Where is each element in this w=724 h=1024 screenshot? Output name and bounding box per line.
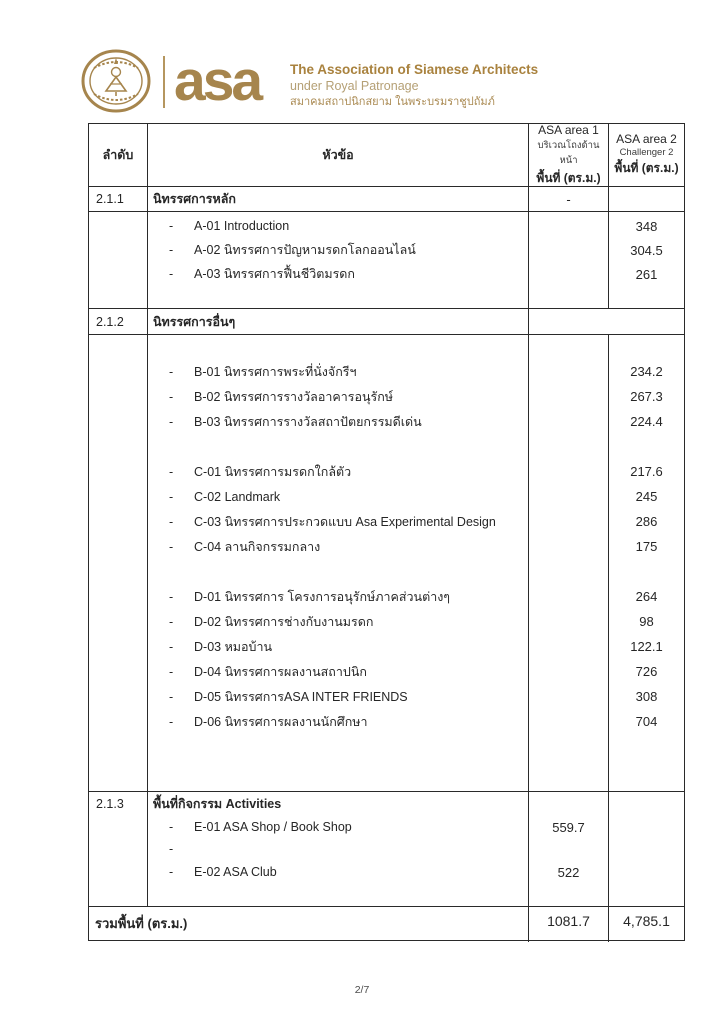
area-value: 234.2 [630, 364, 663, 379]
bullet-dash: - [169, 614, 174, 629]
exhibit-item-label: D-01 นิทรรศการ โครงการอนุรักษ์ภาคส่วนต่างๆ [194, 589, 451, 604]
block-213-activities [89, 791, 684, 906]
section-number: 2.1.1 [89, 187, 148, 211]
exhibit-item-label: A-03 นิทรรศการฟื้นชีวิตมรดก [194, 267, 355, 281]
section-title: นิทรรศการอื่นๆ [148, 309, 529, 334]
exhibit-item-label: B-03 นิทรรศการรางวัลสถาปัตยกรรมดีเด่น [194, 414, 422, 429]
exhibit-item-row [148, 684, 528, 709]
bullet-dash: - [169, 364, 174, 379]
bullet-dash: - [169, 489, 174, 504]
bullet-dash: - [169, 820, 174, 834]
exhibit-item-row [148, 359, 528, 384]
section-title: นิทรรศการหลัก [148, 187, 529, 211]
area-value: 122.1 [630, 639, 663, 654]
bullet-dash: - [169, 865, 174, 879]
area-value: 224.4 [630, 414, 663, 429]
area-value [529, 838, 608, 860]
bullet-dash: - [169, 639, 174, 654]
area2-list [609, 792, 684, 906]
spacer-line [148, 434, 528, 459]
area-summary-table [88, 123, 685, 941]
area-value: 304.5 [630, 242, 663, 258]
area-value: 726 [635, 664, 658, 679]
exhibit-item-row [148, 484, 528, 509]
total-area1: 1081.7 [529, 907, 609, 942]
area2-list [609, 335, 684, 791]
area-value: 522 [557, 864, 580, 880]
area-value: 175 [635, 539, 658, 554]
area-value: 261 [635, 266, 658, 282]
exhibit-item-label: C-03 นิทรรศการประกวดแบบ Asa Experimental Design [194, 514, 496, 529]
area-value: 264 [635, 589, 658, 604]
exhibit-item-label: C-02 Landmark [194, 489, 281, 504]
exhibit-item-row [148, 816, 528, 838]
total-row [89, 906, 684, 942]
topic-list [148, 212, 529, 308]
area-value: 267.3 [630, 389, 663, 404]
bullet-dash: - [169, 842, 174, 856]
area-value [609, 434, 684, 459]
area2-list [609, 212, 684, 308]
total-area2: 4,785.1 [623, 913, 670, 929]
block-a-items [89, 211, 684, 308]
exhibit-item-row [148, 534, 528, 559]
page-number: 2/7 [354, 984, 370, 996]
spacer-line [148, 335, 528, 359]
org-name-th: สมาคมสถาปนิกสยาม ในพระบรมราชูปถัมภ์ [290, 95, 495, 108]
exhibit-item-label: D-05 นิทรรศการASA INTER FRIENDS [194, 689, 408, 704]
exhibit-item-row [148, 659, 528, 684]
org-name-en: The Association of Siamese Architects [290, 62, 539, 77]
no-cell-empty [89, 335, 148, 791]
section-title: พื้นที่กิจกรรม Activities [153, 797, 282, 811]
exhibit-item-label: D-04 นิทรรศการผลงานสถาปนิก [194, 664, 367, 679]
header-col-area1: ASA area 1 บริเวณโถงด้านหน้า พื้นที่ (ตร.ม.) [529, 124, 609, 186]
bullet-dash: - [169, 243, 174, 257]
table-header-row [89, 124, 684, 186]
bullet-dash: - [169, 664, 174, 679]
bullet-dash: - [169, 464, 174, 479]
exhibit-item-row [148, 509, 528, 534]
section-number: 2.1.2 [89, 309, 148, 334]
area1-list [529, 792, 609, 906]
org-text-block [290, 62, 538, 109]
section-number: 2.1.3 [89, 792, 148, 906]
exhibit-item-row [148, 409, 528, 434]
area-value [609, 559, 684, 584]
exhibit-item-row [148, 634, 528, 659]
exhibit-item-label: C-01 นิทรรศการมรดกใกล้ตัว [194, 464, 352, 479]
exhibit-item-label: A-02 นิทรรศการปัญหามรดกโลกออนไลน์ [194, 243, 416, 257]
exhibit-item-row [148, 459, 528, 484]
bullet-dash: - [169, 219, 174, 233]
bullet-dash: - [169, 689, 174, 704]
topic-list [148, 335, 529, 791]
exhibit-item-label: E-02 ASA Club [194, 865, 277, 879]
header-col-no: ลำดับ [89, 124, 148, 186]
brand-divider [163, 56, 165, 108]
exhibit-item-row [148, 709, 528, 734]
exhibit-item-row [148, 860, 528, 884]
exhibit-item-label: E-01 ASA Shop / Book Shop [194, 820, 352, 834]
bullet-dash: - [169, 267, 174, 281]
exhibit-item-label: A-01 Introduction [194, 219, 290, 233]
no-cell-empty [89, 212, 148, 308]
header-col-topic: หัวข้อ [148, 124, 529, 186]
area1-value: - [529, 187, 609, 211]
area-value: 286 [635, 514, 658, 529]
bullet-dash: - [169, 589, 174, 604]
exhibit-item-label: D-06 นิทรรศการผลงานนักศึกษา [194, 714, 368, 729]
area-value: 217.6 [630, 464, 663, 479]
exhibit-item-label: D-02 นิทรรศการช่างกับงานมรดก [194, 614, 374, 629]
bullet-dash: - [169, 414, 174, 429]
area-value: 245 [635, 489, 658, 504]
spacer-line [148, 559, 528, 584]
area1-list [529, 212, 609, 308]
exhibit-item-row [148, 214, 528, 238]
exhibit-item-row [148, 838, 528, 860]
area-value: 348 [635, 218, 658, 234]
exhibit-item-label: D-03 หมอบ้าน [194, 639, 273, 654]
header-col-area2: ASA area 2 Challenger 2 พื้นที่ (ตร.ม.) [614, 132, 679, 175]
section-row-212 [89, 308, 684, 334]
area-value: 308 [635, 689, 658, 704]
exhibit-item-row [148, 238, 528, 262]
exhibit-item-label: B-01 นิทรรศการพระที่นั่งจักรีฯ [194, 364, 357, 379]
asa-royal-seal-icon [80, 48, 152, 114]
exhibit-item-row [148, 609, 528, 634]
section-row-211 [89, 186, 684, 211]
area1-list [529, 335, 609, 791]
asa-wordmark: asa [174, 49, 261, 113]
exhibit-item-row [148, 584, 528, 609]
bullet-dash: - [169, 389, 174, 404]
exhibit-item-label: B-02 นิทรรศการรางวัลอาคารอนุรักษ์ [194, 389, 394, 404]
block-bcd-items [89, 334, 684, 791]
area-value: 98 [639, 614, 654, 629]
area-value [609, 335, 684, 359]
exhibit-item-row [148, 384, 528, 409]
bullet-dash: - [169, 514, 174, 529]
area-value: 559.7 [552, 819, 585, 835]
exhibit-item-label: C-04 ลานกิจกรรมกลาง [194, 539, 321, 554]
area-value: 704 [635, 714, 658, 729]
bullet-dash: - [169, 539, 174, 554]
org-patronage-en: under Royal Patronage [290, 78, 419, 93]
area-value [529, 792, 608, 816]
bullet-dash: - [169, 714, 174, 729]
topic-list [148, 792, 529, 906]
exhibit-item-row [148, 262, 528, 286]
total-label: รวมพื้นที่ (ตร.ม.) [89, 907, 529, 942]
